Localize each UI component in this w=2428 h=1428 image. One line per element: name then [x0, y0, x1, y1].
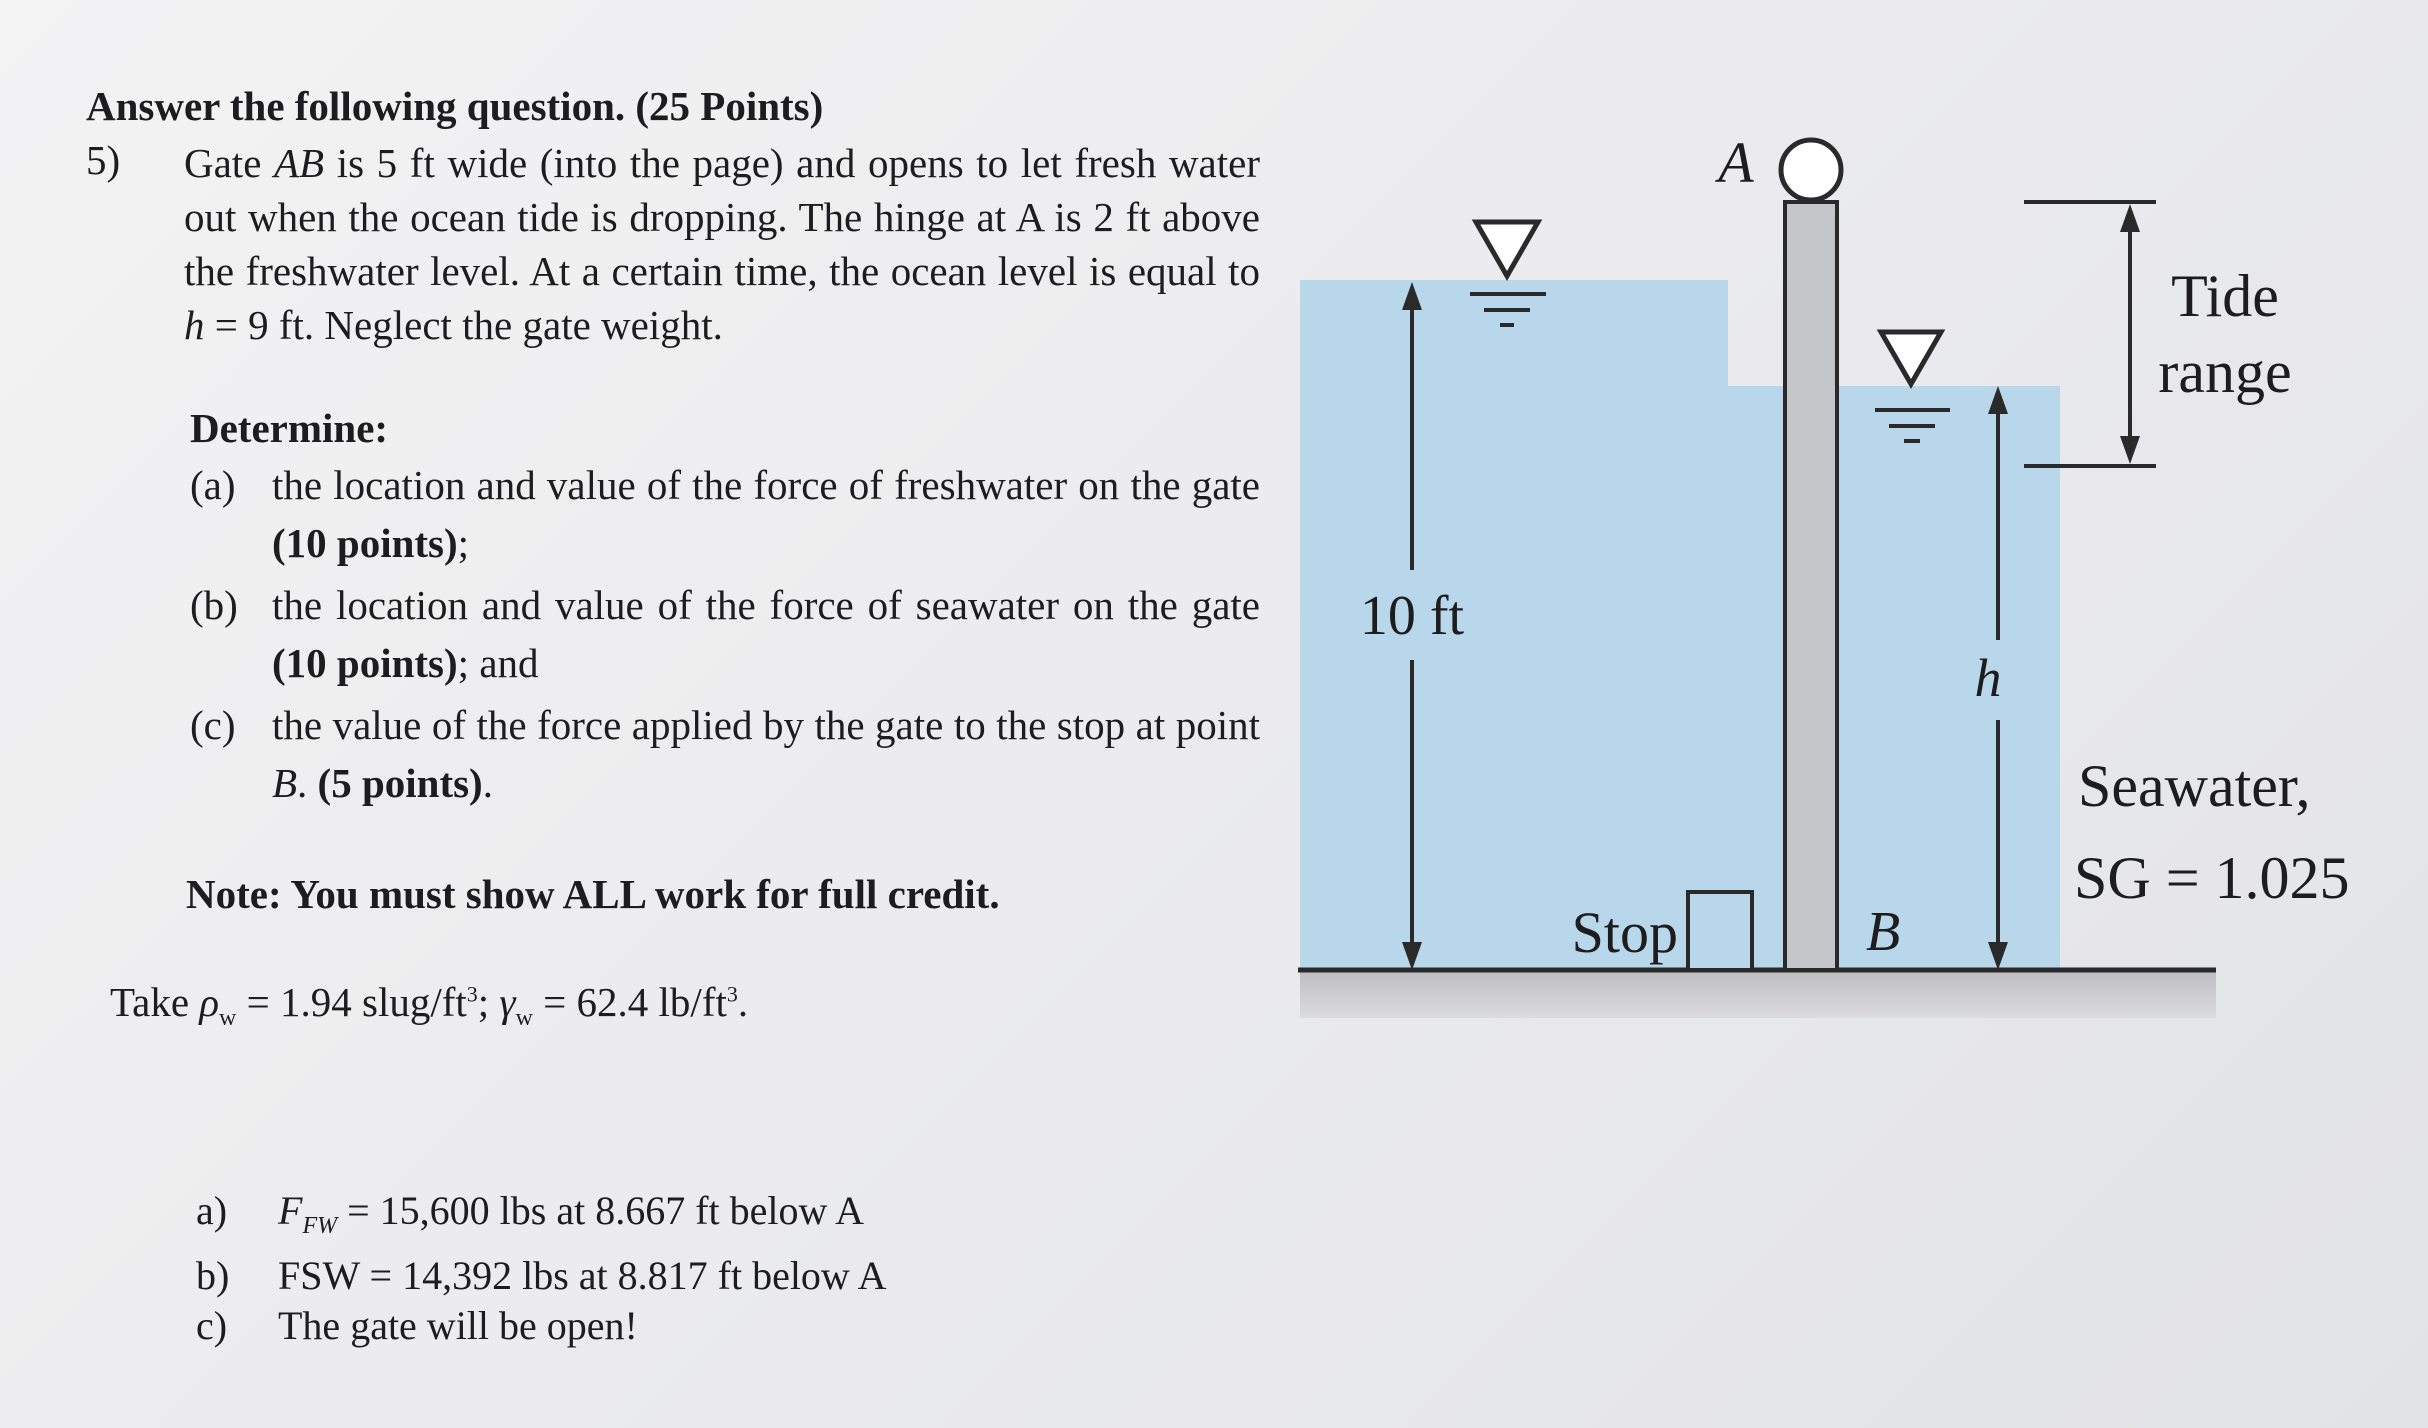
- part-tail: .: [297, 760, 318, 806]
- h-var: h: [184, 302, 205, 348]
- part-text: the location and value of the force of seawater on the gate: [272, 582, 1260, 628]
- label-a: A: [1718, 130, 1754, 195]
- gate-ab-var: AB: [274, 140, 325, 186]
- part-b: [190, 576, 1260, 692]
- determine-label: Determine:: [190, 405, 389, 451]
- label-seawater: Seawater,: [2078, 753, 2311, 819]
- answer-list: [196, 1186, 887, 1351]
- label-tide: Tide: [2171, 263, 2279, 329]
- answer-text: FSW = 14,392 lbs at 8.817 ft below A: [278, 1253, 887, 1298]
- part-tail-2: .: [482, 760, 493, 806]
- answer-label: a): [196, 1188, 228, 1233]
- part-points: (10 points): [272, 520, 458, 566]
- ground: [1300, 970, 2216, 1018]
- label-range: range: [2158, 339, 2292, 405]
- gamma-exponent: 3: [726, 981, 738, 1007]
- label-stop: Stop: [1571, 900, 1678, 965]
- gate-ab: [1785, 202, 1837, 970]
- part-label: (b): [190, 582, 238, 628]
- given-prefix: Take: [110, 979, 200, 1025]
- problem-statement: [184, 136, 1260, 352]
- label-b: B: [1866, 901, 1901, 963]
- answer-label: c): [196, 1303, 228, 1348]
- given-separator: ;: [477, 979, 500, 1025]
- label-sg: SG = 1.025: [2074, 845, 2350, 911]
- gamma-subscript: w: [515, 1005, 533, 1032]
- part-points: (10 points): [272, 640, 458, 686]
- answer-text: The gate will be open!: [278, 1303, 638, 1348]
- part-tail: ; and: [457, 640, 539, 686]
- answer-text: = 15,600 lbs at 8.667 ft below A: [337, 1188, 865, 1233]
- rho-subscript: w: [219, 1005, 237, 1032]
- rho-value: = 1.94 slug/ft: [236, 979, 467, 1025]
- given-constants: [110, 978, 748, 1032]
- answer-a: [196, 1186, 887, 1251]
- label-10ft: 10 ft: [1359, 585, 1465, 647]
- stop-block: [1688, 892, 1752, 970]
- rho-symbol: ρ: [199, 979, 220, 1025]
- part-a: [190, 456, 1260, 572]
- hinge-a: [1781, 140, 1841, 200]
- answer-force-symbol: F: [278, 1188, 303, 1233]
- problem-text-1: Gate: [184, 140, 275, 186]
- point-b-var: B: [272, 760, 298, 806]
- rho-exponent: 3: [466, 981, 478, 1007]
- seawater-region: [1728, 386, 2060, 970]
- note-text: Note: You must show ALL work for full credit.: [186, 871, 1000, 917]
- label-h: h: [1974, 648, 2002, 708]
- part-label: (a): [190, 462, 236, 508]
- question-number: 5): [86, 137, 121, 183]
- answer-c: [196, 1301, 887, 1351]
- part-tail: ;: [457, 520, 470, 566]
- part-points: (5 points): [317, 760, 483, 806]
- gate-diagram: [1280, 110, 2400, 1070]
- gamma-value: = 62.4 lb/ft: [532, 979, 727, 1025]
- part-text: the location and value of the force of freshwater on the gate: [272, 462, 1260, 508]
- answer-label: b): [196, 1253, 230, 1298]
- answer-b: [196, 1251, 887, 1301]
- question-heading: Answer the following question. (25 Points): [86, 83, 824, 129]
- answer-force-subscript: FW: [302, 1213, 338, 1239]
- problem-text-3: = 9 ft. Neglect the gate weight.: [204, 302, 723, 348]
- gamma-symbol: γ: [499, 979, 516, 1025]
- determine-parts: [190, 456, 1260, 816]
- part-c: [190, 696, 1260, 812]
- problem-text-2: is 5 ft wide (into the page) and opens to let fresh water out when the ocean tide is dropping. The hinge at A is 2 ft above the freshwater level. At a certain time, the ocean level is equal to: [184, 140, 1260, 294]
- given-end: .: [737, 979, 749, 1025]
- part-text: the value of the force applied by the gate to the stop at point: [272, 702, 1260, 748]
- part-label: (c): [190, 702, 236, 748]
